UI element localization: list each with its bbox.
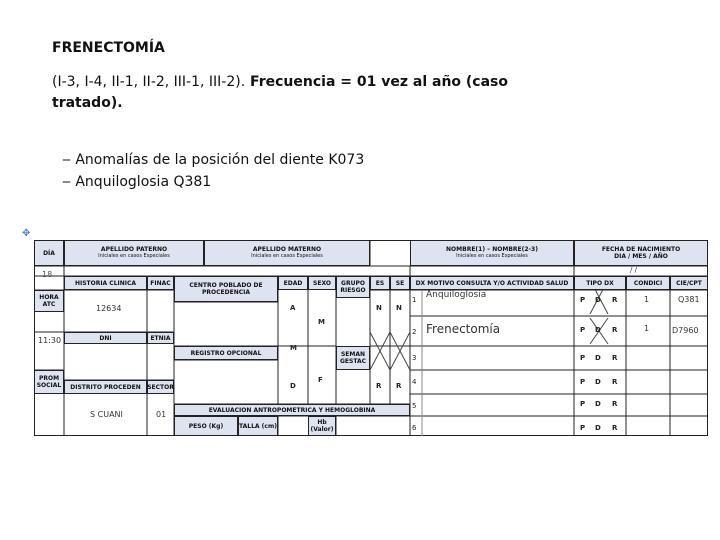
row-p[interactable]: P: [580, 296, 586, 304]
header-historia-label: HISTORIA CLINICA: [74, 279, 137, 287]
subtitle-codes: (I-3, I-4, II-1, II-2, III-1, III-2).: [52, 74, 246, 90]
row-cie[interactable]: Q381: [678, 295, 700, 304]
row-number: 1: [412, 296, 417, 304]
header-dni: [64, 332, 147, 344]
header-distrito-label: DISTRITO PROCEDEN: [70, 383, 141, 391]
row-d[interactable]: D: [595, 378, 601, 386]
row-d[interactable]: D: [595, 400, 601, 408]
header-eval-label: EVALUACION ANTROPOMETRICA Y HEMOGLOBINA: [208, 406, 376, 414]
header-edad: [278, 276, 308, 290]
header-centro-label: CENTRO POBLADO DE PROCEDENCIA: [189, 282, 263, 296]
row-d[interactable]: D: [595, 424, 601, 432]
header-grupo-label: GRUPO RIESGO: [340, 280, 366, 294]
header-apellido-materno: [204, 240, 370, 266]
header-hb: [308, 416, 336, 436]
header-es-label: ES: [375, 279, 385, 287]
subtitle-frequency: Frecuencia = 01 vez al año (caso tratado).: [52, 74, 509, 111]
header-condicion: [626, 276, 670, 290]
header-nombres: [410, 240, 574, 266]
row-r[interactable]: R: [612, 378, 618, 386]
row-d[interactable]: D: [595, 296, 601, 304]
row-p[interactable]: P: [580, 326, 586, 334]
row-r[interactable]: R: [612, 326, 618, 334]
header-dni-label: DNI: [99, 334, 112, 342]
header-sexo-label: SEXO: [313, 279, 331, 287]
header-cie-cpt: [670, 276, 708, 290]
row-number: 3: [412, 354, 417, 362]
header-distrito: [64, 380, 147, 394]
row-condicion[interactable]: 1: [644, 324, 650, 333]
row-r[interactable]: R: [612, 296, 618, 304]
row-number: 5: [412, 402, 417, 410]
header-condic-label: CONDICI: [633, 279, 663, 287]
header-motivo-consulta: [410, 276, 574, 290]
row-number: 2: [412, 328, 417, 336]
header-hora-label: HORA ATC: [39, 294, 59, 308]
sector-value[interactable]: 01: [156, 410, 167, 419]
fecha-nacimiento-value[interactable]: / /: [630, 266, 637, 274]
header-iniciales-1: Iniciales en casos Especiales: [98, 253, 170, 259]
header-cie-label: CIE/CPT: [676, 279, 702, 287]
header-sector: [147, 380, 174, 394]
sexo-m[interactable]: M: [318, 318, 325, 326]
header-nombres-label: NOMBRE(1) – NOMBRE(2-3): [446, 246, 538, 253]
historia-clinica-value[interactable]: 12634: [96, 304, 122, 313]
row-p[interactable]: P: [580, 400, 586, 408]
row-p[interactable]: P: [580, 378, 586, 386]
header-tipo-dx: [574, 276, 626, 290]
es-n[interactable]: N: [376, 304, 382, 312]
header-prom-social: [34, 370, 64, 394]
header-apellido-paterno: [64, 240, 204, 266]
sexo-f[interactable]: F: [318, 376, 323, 384]
header-evaluacion: [174, 404, 410, 416]
distrito-value[interactable]: S CUANI: [90, 410, 123, 419]
header-registro-opcional: [174, 346, 278, 360]
row-number: 4: [412, 378, 417, 386]
header-financ: [147, 276, 174, 290]
header-financ-label: FINAC: [150, 279, 171, 287]
header-se-label: SE: [395, 279, 405, 287]
row-motivo[interactable]: Frenectomía: [426, 322, 501, 336]
header-dia: [34, 240, 64, 266]
row-r[interactable]: R: [612, 400, 618, 408]
header-motivo-label: DX MOTIVO CONSULTA Y/O ACTIVIDAD SALUD: [415, 279, 569, 287]
header-talla: [238, 416, 278, 436]
row-p[interactable]: P: [580, 424, 586, 432]
header-edad-label: EDAD: [283, 279, 303, 287]
header-centro-poblado: [174, 276, 278, 302]
document-subtitle: [52, 72, 522, 114]
header-etnia: [147, 332, 174, 344]
header-historia-clinica: [64, 276, 147, 290]
header-peso: [174, 416, 238, 436]
row-r[interactable]: R: [612, 424, 618, 432]
row-condicion[interactable]: 1: [644, 295, 650, 304]
header-peso-label: PESO (Kg): [188, 422, 224, 430]
header-sexo: [308, 276, 336, 290]
header-etnia-label: ETNIA: [150, 334, 171, 342]
his-form-table: [34, 240, 708, 436]
header-fecha-nacimiento: [574, 240, 708, 266]
header-hora-atc: [34, 290, 64, 312]
se-r[interactable]: R: [396, 382, 402, 390]
header-tipo-label: TIPO DX: [586, 279, 614, 287]
dx-item-anomalias: ‒ Anomalías de la posición del diente K073: [62, 152, 365, 168]
document-title: FRENECTOMÍA: [52, 40, 165, 56]
row-number: 6: [412, 424, 417, 432]
dia-value[interactable]: 18: [42, 270, 53, 279]
header-es: [370, 276, 390, 290]
header-talla-label: TALLA (cm): [239, 422, 277, 430]
header-semanas-gestacion: [336, 346, 370, 370]
header-apellido-materno-label: APELLIDO MATERNO: [252, 246, 322, 253]
header-hb-label: Hb (Valor): [310, 419, 334, 433]
header-registro-label: REGISTRO OPCIONAL: [190, 349, 262, 357]
header-iniciales-2: Iniciales en casos Especiales: [251, 253, 323, 259]
row-d[interactable]: D: [595, 326, 601, 334]
header-grupo-riesgo: [336, 276, 370, 298]
header-dia-mes-ano: DIA / MES / AÑO: [614, 253, 668, 260]
dx-item-anquiloglosia: ‒ Anquiloglosia Q381: [62, 174, 212, 190]
row-d[interactable]: D: [595, 354, 601, 362]
header-se: [390, 276, 410, 290]
header-prom-label: PROM SOCIAL: [36, 375, 62, 389]
row-cie[interactable]: D7960: [672, 326, 699, 335]
edad-a[interactable]: A: [290, 304, 296, 312]
header-iniciales-3: Iniciales en casos Especiales: [456, 253, 528, 259]
edad-d[interactable]: D: [290, 382, 296, 390]
header-sector-label: SECTOR: [147, 383, 174, 391]
header-dia-label: DÍA: [43, 249, 55, 257]
row-p[interactable]: P: [580, 354, 586, 362]
move-handle-icon[interactable]: ✥: [22, 228, 31, 239]
header-apellido-paterno-label: APELLIDO PATERNO: [100, 246, 168, 253]
row-motivo[interactable]: Anquiloglosia: [426, 290, 487, 300]
header-fecha-label: FECHA DE NACIMIENTO: [601, 246, 681, 253]
row-r[interactable]: R: [612, 354, 618, 362]
es-r[interactable]: R: [376, 382, 382, 390]
header-semanas-label: SEMAN GESTAC: [339, 351, 367, 365]
edad-m[interactable]: M: [290, 344, 297, 352]
se-n[interactable]: N: [396, 304, 402, 312]
hora-value[interactable]: 11:30: [38, 336, 62, 345]
